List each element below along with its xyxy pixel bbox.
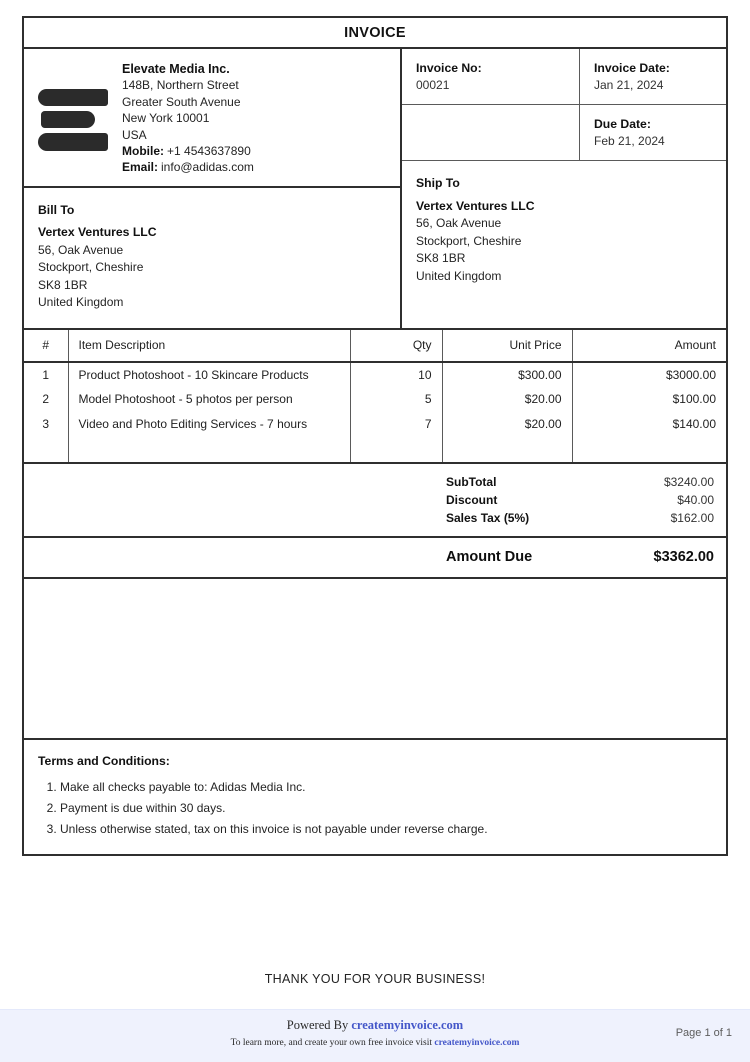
cell-qty: 10: [350, 362, 442, 387]
list-item: 3. Unless otherwise stated, tax on this invoice is not payable under reverse charge.: [60, 819, 710, 840]
seller-details: [122, 61, 264, 176]
invoice-date-cell: [580, 49, 726, 104]
column-header-unit-price: Unit Price: [442, 330, 572, 362]
cell-num: 1: [24, 362, 68, 387]
invoice-document: [22, 16, 728, 856]
seller-block: [24, 49, 400, 188]
subtotal-row: [446, 473, 714, 491]
ship-to-line-3: SK8 1BR: [416, 251, 466, 265]
invoice-header-right: [402, 49, 726, 328]
table-row: [24, 412, 726, 437]
tagline-brand-link[interactable]: createmyinvoice.com: [434, 1038, 520, 1048]
line-items-table: [24, 330, 726, 462]
list-item: 1. Make all checks payable to: Adidas Media Inc.: [60, 777, 710, 798]
filler-cell-unit-price: [442, 437, 572, 462]
powered-by-line: [0, 1010, 750, 1033]
filler-cell-description: [68, 437, 350, 462]
invoice-no-value: 00021: [416, 77, 450, 92]
filler-cell-num: [24, 437, 68, 462]
discount-row: [446, 491, 714, 509]
line-items-body: [24, 362, 726, 462]
cell-amount: $140.00: [672, 416, 716, 431]
subtotal-value: $3240.00: [663, 474, 714, 489]
seller-email-label: Email:: [122, 160, 159, 175]
cell-qty: 5: [350, 387, 442, 412]
table-row: [24, 387, 726, 412]
notes-area: [24, 579, 726, 740]
page-title: INVOICE: [344, 24, 406, 41]
invoice-date-label: Invoice Date:: [594, 61, 670, 75]
amount-due-label: Amount Due: [446, 548, 533, 565]
invoice-no-label: Invoice No:: [416, 61, 482, 75]
totals-breakdown-inner: [446, 473, 726, 527]
seller-mobile: [122, 143, 254, 159]
totals-section: [24, 462, 726, 579]
list-item: 2. Payment is due within 30 days.: [60, 798, 710, 819]
seller-address-line-3: New York 10001: [122, 111, 210, 126]
column-header-num: #: [24, 330, 68, 362]
due-date-cell: [580, 105, 726, 160]
sales-tax-label: Sales Tax (5%): [446, 510, 530, 525]
footer-branding: [0, 1010, 750, 1048]
bill-to-line-4: United Kingdom: [38, 295, 124, 310]
cell-num: 2: [24, 387, 68, 412]
seller-email: [122, 159, 254, 175]
ship-to-block: [402, 161, 726, 328]
ship-to-label: Ship To: [416, 176, 460, 190]
ship-to-company: Vertex Ventures LLC: [416, 198, 535, 213]
due-date-value: Feb 21, 2024: [594, 133, 665, 148]
seller-email-value: info@adidas.com: [161, 160, 254, 175]
cell-amount: $3000.00: [665, 367, 716, 382]
totals-breakdown: [24, 464, 726, 538]
bill-to-line-1: 56, Oak Avenue: [38, 242, 124, 257]
column-header-amount: Amount: [572, 330, 726, 362]
cell-num: 3: [24, 412, 68, 437]
meta-row-1: [402, 49, 726, 105]
meta-empty-cell: [402, 105, 580, 160]
footer-tagline: [0, 1033, 750, 1048]
seller-name: Elevate Media Inc.: [122, 62, 230, 76]
line-items-header: [24, 330, 726, 362]
terms-list: [38, 777, 710, 840]
column-header-qty: Qty: [350, 330, 442, 362]
table-header-row: [24, 330, 726, 362]
column-header-description: Item Description: [68, 330, 350, 362]
bill-to-label: Bill To: [38, 202, 75, 217]
cell-qty: 7: [350, 412, 442, 437]
cell-unit-price: $20.00: [442, 387, 572, 412]
logo-bar-bottom: [38, 133, 108, 151]
page-indicator: Page 1 of 1: [675, 1027, 732, 1039]
ship-to-line-4: United Kingdom: [416, 268, 502, 283]
brand-link[interactable]: createmyinvoice.com: [351, 1018, 464, 1032]
ship-to-line-2: Stockport, Cheshire: [416, 233, 522, 248]
amount-due-value: $3362.00: [653, 548, 714, 565]
elevate-e-logo-icon: [38, 89, 108, 151]
table-row: [24, 362, 726, 387]
invoice-title-bar: [24, 18, 726, 49]
ship-to-line-1: 56, Oak Avenue: [416, 216, 502, 230]
filler-cell-qty: [350, 437, 442, 462]
due-date-label: Due Date:: [594, 117, 651, 131]
cell-description: Product Photoshoot - 10 Skincare Products: [68, 362, 350, 387]
seller-address-line-4: USA: [122, 127, 147, 142]
table-filler-row: [24, 437, 726, 462]
logo-bar-middle: [41, 111, 95, 128]
filler-cell-amount: [572, 437, 726, 462]
seller-address-line-2: Greater South Avenue: [122, 94, 241, 109]
page-footer: [0, 1009, 750, 1062]
tagline-prefix: To learn more, and create your own free invoice visit: [230, 1038, 435, 1048]
seller-mobile-label: Mobile:: [122, 144, 164, 159]
cell-amount: $100.00: [672, 391, 716, 406]
bill-to-line-3: SK8 1BR: [38, 277, 88, 292]
discount-label: Discount: [446, 492, 498, 507]
seller-mobile-value: +1 4543637890: [167, 144, 251, 159]
logo-bar-top: [38, 89, 108, 106]
invoice-date-value: Jan 21, 2024: [594, 77, 664, 92]
sales-tax-row: [446, 509, 714, 527]
cell-description: Video and Photo Editing Services - 7 hours: [68, 412, 350, 437]
invoice-header: [24, 49, 726, 330]
subtotal-label: SubTotal: [446, 474, 497, 489]
invoice-header-left: [24, 49, 402, 328]
amount-due-section: [24, 538, 726, 579]
terms-and-conditions: [24, 740, 726, 854]
thank-you-message: THANK YOU FOR YOUR BUSINESS!: [264, 972, 486, 986]
cell-unit-price: $20.00: [442, 412, 572, 437]
amount-due-inner: [446, 549, 726, 565]
meta-row-2: [402, 105, 726, 161]
powered-by-prefix: Powered By: [286, 1018, 352, 1032]
cell-unit-price: $300.00: [442, 362, 572, 387]
seller-address-line-1: 148B, Northern Street: [122, 78, 239, 93]
invoice-no-cell: [402, 49, 580, 104]
bill-to-company: Vertex Ventures LLC: [38, 225, 157, 240]
cell-description: Model Photoshoot - 5 photos per person: [68, 387, 350, 412]
sales-tax-value: $162.00: [670, 510, 714, 525]
terms-title: Terms and Conditions:: [38, 753, 170, 768]
logo-container: [24, 61, 122, 176]
bill-to-block: [24, 188, 400, 328]
bill-to-line-2: Stockport, Cheshire: [38, 260, 144, 275]
discount-value: $40.00: [677, 492, 714, 507]
